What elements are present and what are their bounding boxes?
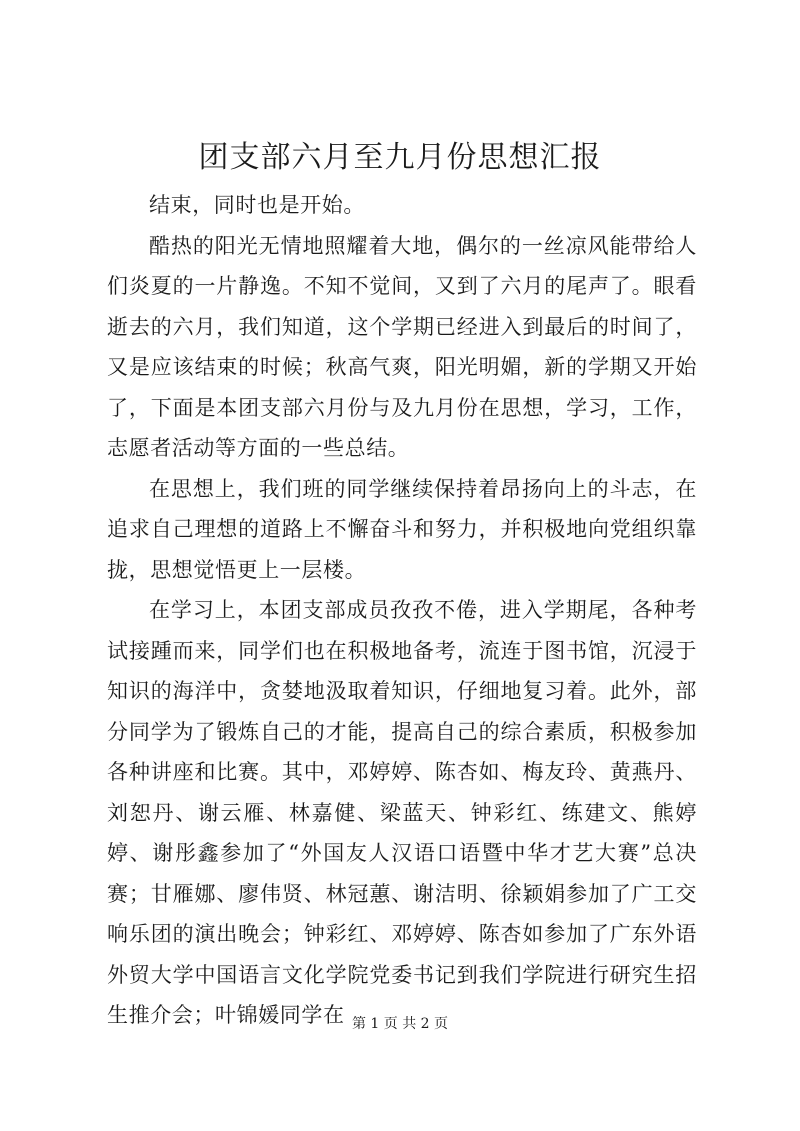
paragraph-intro: 结束，同时也是开始。 <box>149 193 365 217</box>
paragraph-thought: 在思想上，我们班的同学继续保持着昂扬向上的斗志，在追求自己理想的道路上不懈奋斗和努力，并积极地向党组织靠拢，思想觉悟更上一层楼。 <box>107 476 697 582</box>
paragraph-study: 在学习上，本团支部成员孜孜不倦，进入学期尾，各种考试接踵而来，同学们也在积极地备考，流连于图书馆，沉浸于知识的海洋中，贪婪地汲取着知识，仔细地复习着。此外，部分同学为了锻炼自己的才能，提高自己的综合素质，积极参加各种讲座和比赛。其中，邓婷婷、陈杏如、梅友玲、黄燕丹、刘恕丹、谢云雁、林嘉健、梁蓝天、钟彩红、练建文、熊婷婷、谢彤鑫参加了“外国友人汉语口语暨中华才艺大赛”总决赛；甘雁娜、廖伟贤、林冠蕙、谢洁明、徐颖娟参加了广工交响乐团的演出晚会；钟彩红、邓婷婷、陈杏如参加了广东外语外贸大学中国语言文化学院党委书记到我们学院进行研究生招生推介会；叶锦媛同学在 <box>107 598 697 1027</box>
document-title: 团支部六月至九月份思想汇报 <box>198 140 602 175</box>
paragraph-overview: 酷热的阳光无情地照耀着大地，偶尔的一丝凉风能带给人们炎夏的一片静逸。不知不觉间，又到了六月的尾声了。眼看逝去的六月，我们知道，这个学期已经进入到最后的时间了，又是应该结束的时候；秋高气爽，阳光明媚，新的学期又开始了，下面是本团支部六月份与及九月份在思想，学习，工作，志愿者活动等方面的一些总结。 <box>107 233 697 460</box>
page-footer: 第 1 页 共 2 页 <box>351 1016 449 1032</box>
document-body <box>107 185 697 1036</box>
